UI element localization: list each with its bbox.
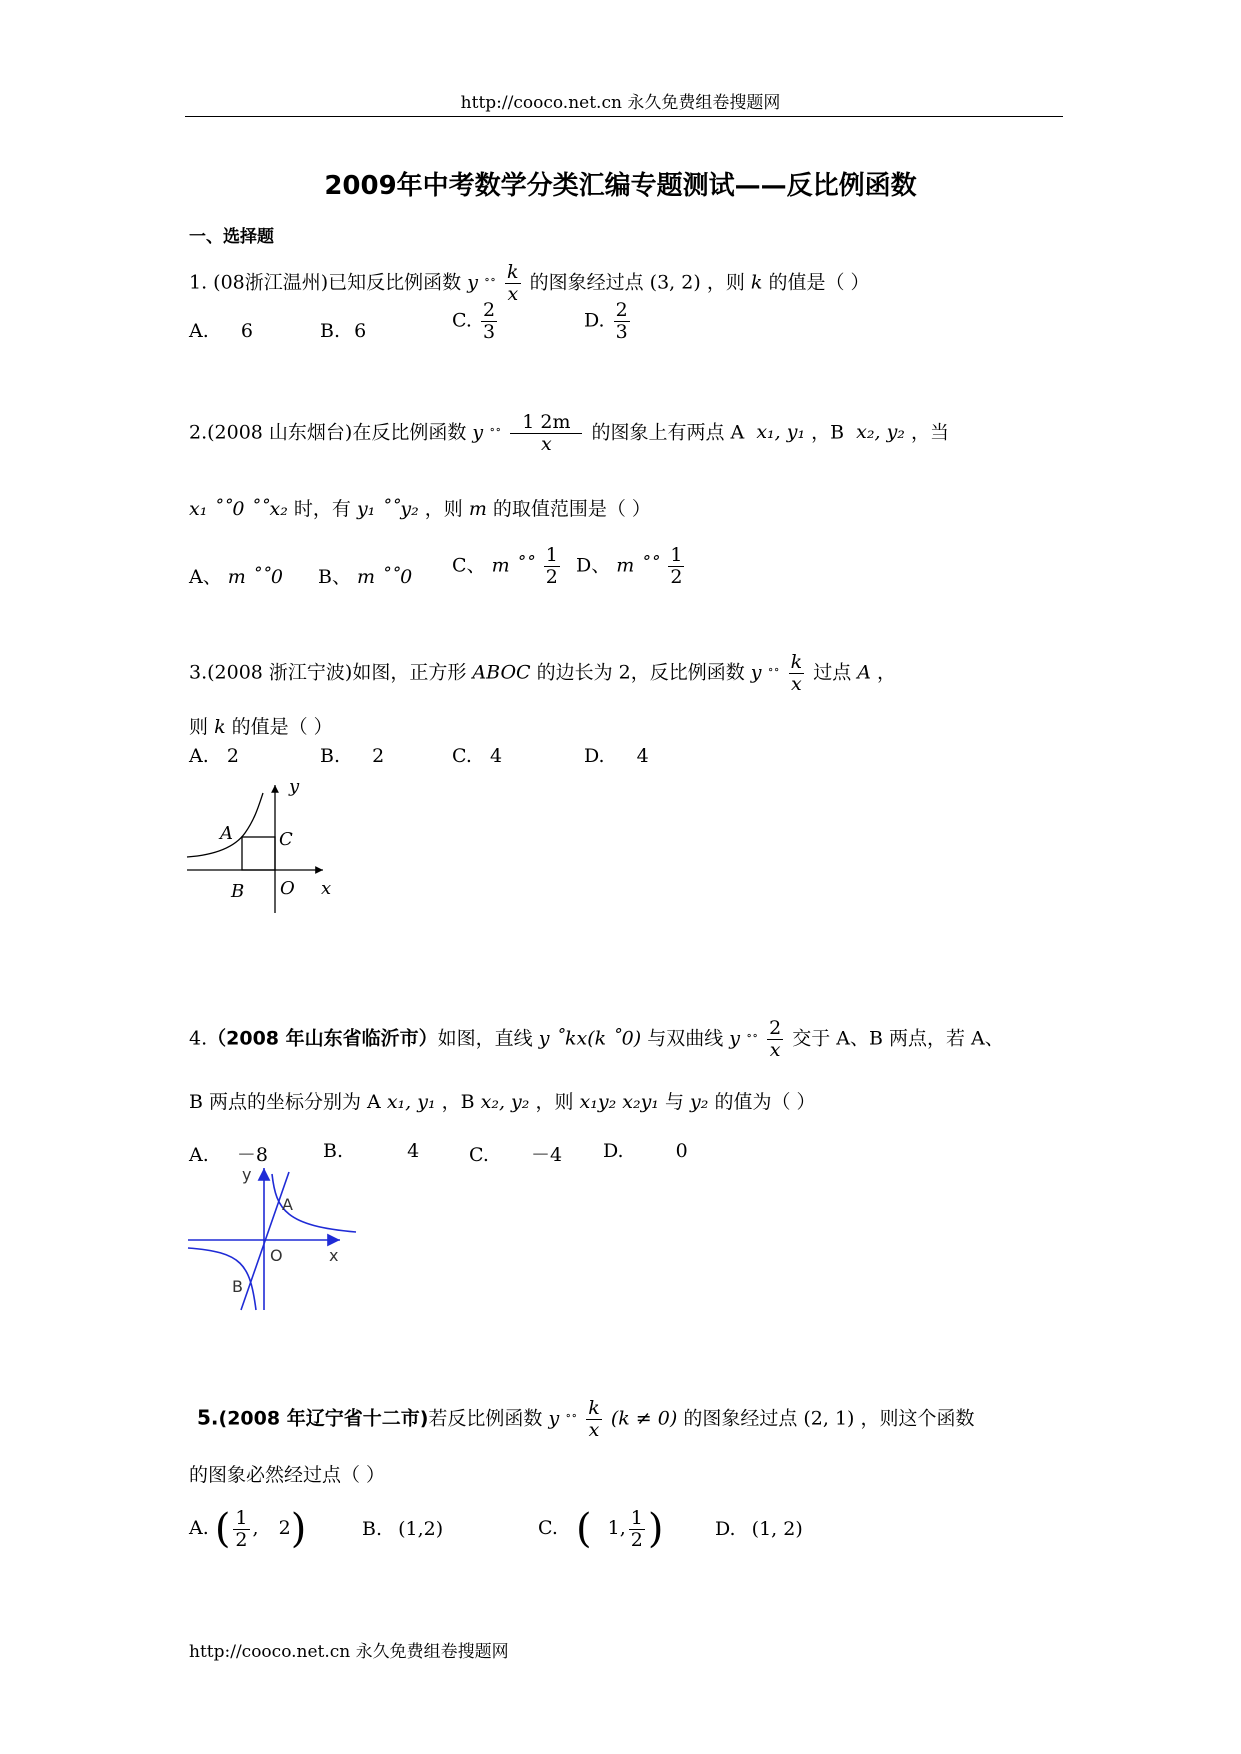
- q1-eq: ˚˚: [484, 277, 496, 292]
- q3-option-b[interactable]: [320, 745, 384, 767]
- q3-square: [242, 837, 275, 870]
- q2-option-c-label: C、: [452, 554, 486, 577]
- q1-option-c-num: 2: [482, 299, 496, 321]
- q1-option-c-fraction: [481, 300, 497, 343]
- q5-option-a-rparen: ): [290, 1506, 307, 1552]
- q1-k: k: [750, 271, 763, 294]
- q3-line2-end: 的值是（ ）: [231, 716, 333, 738]
- q4-point-a: x₁, y₁: [386, 1091, 436, 1113]
- q5-option-c-fraction: [629, 1508, 645, 1551]
- q2-condition-y: y₁ ˚˚y₂: [356, 498, 419, 520]
- q5-option-a-label: A.: [189, 1517, 209, 1539]
- q3-option-b-label: B.: [320, 745, 341, 767]
- q3-option-a[interactable]: [189, 745, 239, 767]
- q2-option-d-label: D、: [576, 554, 611, 577]
- q1-y: y: [467, 271, 478, 294]
- q3-frac-den: x: [791, 672, 802, 695]
- q5-option-a-den: 2: [235, 1528, 248, 1551]
- q5-option-d-label: D.: [715, 1518, 736, 1540]
- q1-option-b-label: B.: [320, 320, 341, 342]
- q4-figure: [186, 1160, 358, 1320]
- q1-option-a-label: A.: [189, 320, 209, 342]
- q4-option-b-value: 4: [407, 1140, 420, 1162]
- q3-option-d-value: 4: [636, 745, 649, 767]
- q5-option-a-num: 1: [235, 1506, 248, 1529]
- q3-option-c-value: 4: [489, 745, 503, 767]
- q5-option-a[interactable]: A. ( $\frac{1}{2}$ , 2): [189, 1506, 307, 1552]
- q2-line2-d: ，则: [424, 498, 463, 520]
- q4-option-c[interactable]: [469, 1140, 562, 1167]
- q5-frac-num: k: [588, 1397, 600, 1419]
- q5-source: (2008 年辽宁省十二市): [218, 1407, 429, 1430]
- q2-point-a: x₁, y₁: [756, 421, 806, 444]
- q5-option-b[interactable]: [362, 1518, 443, 1540]
- q4-sep-b: ，B: [441, 1091, 475, 1113]
- q2-tail: ，当: [910, 421, 949, 444]
- q2-frac-num: 1 2m: [510, 412, 582, 434]
- q4-number: 4.: [189, 1027, 208, 1050]
- question-4: [189, 1018, 1004, 1061]
- q4-fraction: [767, 1018, 783, 1061]
- q5-option-d-value: (1, 2): [751, 1518, 803, 1540]
- q2-option-c-num: 1: [545, 544, 558, 566]
- question-5-line-2: 的图象必然经过点（ ）: [189, 1464, 386, 1486]
- q2-option-d-num: 1: [670, 544, 683, 566]
- q4-option-d-label: D.: [603, 1140, 624, 1162]
- q3-point-a: A: [857, 661, 871, 684]
- q4-hyperbola-lower: [188, 1248, 256, 1310]
- question-3-line-2: [189, 712, 333, 739]
- question-1: [189, 262, 869, 305]
- q2-m: m: [468, 498, 487, 520]
- q1-option-d-label: D.: [584, 309, 605, 332]
- q2-frac-den: x: [540, 432, 552, 455]
- q4-frac-den: x: [769, 1038, 781, 1061]
- q4-expression: x₁y₂ x₂y₁: [579, 1091, 659, 1113]
- q2-point-b: x₂, y₂: [856, 421, 905, 444]
- q3-figure: [185, 775, 335, 915]
- q2-line2-b: 时，有: [293, 498, 351, 520]
- q4-option-b-label: B.: [323, 1140, 344, 1162]
- q2-option-b-label: B、: [318, 566, 351, 588]
- q1-point: (3, 2): [649, 271, 701, 294]
- q1-option-d[interactable]: [584, 300, 633, 343]
- q4-fig-o-label: O: [270, 1246, 283, 1265]
- q5-fraction: [586, 1398, 602, 1441]
- q5-y: y: [548, 1407, 560, 1430]
- q3-comma: ，: [877, 661, 897, 684]
- q1-frac-num: k: [507, 261, 519, 283]
- q5-number: 5.: [197, 1405, 219, 1430]
- question-4-line-2: [189, 1087, 815, 1114]
- question-2-line-2: [189, 494, 651, 521]
- q4-option-d-value: 0: [675, 1140, 688, 1162]
- q2-option-c-expr: m ˚˚: [491, 554, 535, 577]
- q2-option-c[interactable]: [452, 545, 563, 588]
- q5-option-c-den: 2: [630, 1528, 643, 1551]
- q5-option-a-lparen: (: [214, 1506, 231, 1552]
- q5-option-c-lead: 1,: [607, 1517, 626, 1539]
- q4-fig-y-label: y: [242, 1165, 252, 1184]
- q5-option-c-num: 1: [630, 1506, 643, 1529]
- q1-option-c-label: C.: [452, 309, 472, 332]
- q2-fraction: [510, 412, 582, 455]
- q3-fig-y-label: y: [289, 776, 300, 797]
- page-header: http://cooco.net.cn 永久免费组卷搜题网: [460, 93, 781, 113]
- q3-fig-c-label: C: [279, 829, 293, 850]
- q1-option-b[interactable]: [320, 320, 366, 342]
- q5-option-c-lparen: (: [575, 1506, 592, 1552]
- q2-option-b[interactable]: [318, 562, 412, 589]
- q4-fig-x-label: x: [329, 1246, 339, 1265]
- q1-option-a-value: 6: [240, 320, 253, 342]
- document-title: 2009年中考数学分类汇编专题测试——反比例函数: [324, 171, 917, 201]
- q2-y: y: [472, 421, 484, 444]
- q5-option-c-rparen: ): [647, 1506, 664, 1552]
- q1-option-c[interactable]: [452, 300, 500, 343]
- q2-option-a[interactable]: [189, 562, 283, 589]
- q3-tail: 过点: [813, 661, 852, 684]
- q4-eq: ˚˚: [746, 1033, 759, 1048]
- q1-prefix: 1. (08浙江温州)已知反比例函数: [189, 271, 462, 294]
- q2-option-d-fraction: [668, 545, 684, 588]
- q2-option-a-expr: m ˚˚0: [227, 566, 283, 588]
- q5-option-b-value: (1,2): [398, 1518, 444, 1540]
- q1-option-d-den: 3: [615, 320, 628, 343]
- q1-fraction: [505, 262, 521, 305]
- question-5: [197, 1398, 975, 1441]
- q1-suffix: ，则: [706, 271, 745, 294]
- q4-text2: 与双曲线: [647, 1027, 724, 1050]
- q4-line2-c: 与: [664, 1091, 684, 1113]
- q2-prefix: 2.(2008 山东烟台)在反比例函数: [189, 421, 467, 444]
- q3-fig-a-label: A: [220, 823, 233, 844]
- q4-fig-a-label: A: [282, 1195, 293, 1214]
- q1-option-d-num: 2: [615, 299, 628, 321]
- q5-text1: 若反比例函数: [428, 1407, 543, 1430]
- q2-option-a-label: A、: [189, 566, 222, 588]
- q4-line-eq: y ˚kx(k ˚0): [538, 1027, 642, 1050]
- q3-option-a-label: A.: [189, 745, 209, 767]
- q5-option-c[interactable]: [538, 1506, 663, 1552]
- q5-frac-den: x: [588, 1418, 600, 1441]
- q4-option-b[interactable]: [323, 1140, 419, 1162]
- q1-option-a[interactable]: [189, 320, 253, 342]
- q4-line: [241, 1172, 289, 1310]
- q2-sep-b: ，B: [811, 421, 845, 444]
- question-3: [189, 652, 896, 695]
- q4-source: （2008 年山东省临沂市）: [207, 1027, 438, 1050]
- section-label: 一、选择题: [189, 227, 274, 247]
- q5-eq: ˚˚: [565, 1413, 578, 1428]
- q3-square-name: ABOC: [472, 661, 531, 684]
- q2-condition-x: x₁ ˚˚0 ˚˚x₂: [189, 498, 288, 520]
- q5-option-c-label: C.: [538, 1517, 558, 1539]
- q2-eq: ˚˚: [489, 427, 502, 442]
- q2-mid: 的图象上有两点 A: [591, 421, 745, 444]
- q4-line2-a: B 两点的坐标分别为 A: [189, 1091, 381, 1113]
- q1-option-c-den: 3: [482, 320, 496, 343]
- q3-option-c[interactable]: [452, 745, 502, 767]
- q3-option-c-label: C.: [452, 745, 472, 767]
- q5-text2: 的图象经过点: [683, 1407, 798, 1430]
- q2-option-c-den: 2: [545, 565, 558, 588]
- q5-condition: (k ≠ 0): [610, 1407, 678, 1430]
- q3-fig-o-label: O: [280, 878, 295, 899]
- q4-y2: y₂: [690, 1091, 709, 1113]
- q1-end: 的值是（ ）: [768, 271, 870, 294]
- question-2: [189, 412, 949, 455]
- q4-option-a-value: －8: [236, 1144, 268, 1166]
- q1-option-b-value: 6: [354, 320, 367, 342]
- q4-text3: 交于 A、B 两点，若 A、: [792, 1027, 1004, 1050]
- q3-fraction: [789, 652, 805, 695]
- q5-option-a-rest: 2: [278, 1517, 291, 1539]
- q4-option-c-label: C.: [469, 1144, 489, 1166]
- q4-option-c-value: －4: [530, 1144, 563, 1166]
- q3-line2: 则: [189, 716, 209, 738]
- q4-line2-b: ，则: [535, 1091, 574, 1113]
- q1-frac-den: x: [507, 282, 519, 305]
- q3-option-a-value: 2: [226, 745, 239, 767]
- header-rule: [185, 116, 1063, 117]
- page-footer: http://cooco.net.cn 永久免费组卷搜题网: [189, 1642, 509, 1662]
- q3-frac-num: k: [790, 651, 803, 673]
- q4-fig-b-label: B: [232, 1277, 243, 1296]
- q1-mid: 的图象经过点: [529, 271, 644, 294]
- q5-text3: ，则这个函数: [860, 1407, 975, 1430]
- q4-frac-num: 2: [769, 1017, 782, 1039]
- q2-option-d-den: 2: [670, 565, 683, 588]
- q3-fig-x-label: x: [321, 878, 332, 899]
- q4-y: y: [729, 1027, 741, 1050]
- q3-prefix: 3.(2008 浙江宁波)如图，正方形: [189, 661, 467, 684]
- q2-option-d-expr: m ˚˚: [616, 554, 660, 577]
- q2-option-b-expr: m ˚˚0: [357, 566, 413, 588]
- q3-mid: 的边长为 2，反比例函数: [536, 661, 745, 684]
- q3-eq: ˚˚: [767, 667, 780, 682]
- q4-point-b: x₂, y₂: [480, 1091, 530, 1113]
- q4-option-a-label: A.: [189, 1144, 209, 1166]
- q3-option-d-label: D.: [584, 745, 605, 767]
- q2-option-d[interactable]: [576, 545, 687, 588]
- q2-line2-e: 的取值范围是（ ）: [492, 498, 651, 520]
- q3-y: y: [750, 661, 762, 684]
- q3-option-d[interactable]: [584, 745, 649, 767]
- q3-k: k: [214, 716, 226, 738]
- q5-option-b-label: B.: [362, 1518, 383, 1540]
- q4-text1: 如图，直线: [437, 1027, 533, 1050]
- q1-option-d-fraction: [614, 300, 630, 343]
- q5-option-d[interactable]: [715, 1518, 803, 1540]
- q4-line2-d: 的值为（ ）: [714, 1091, 816, 1113]
- q3-fig-b-label: B: [231, 881, 245, 902]
- q4-option-d[interactable]: [603, 1140, 688, 1162]
- q5-point: (2, 1): [803, 1407, 855, 1430]
- q5-option-a-fraction: [233, 1508, 249, 1551]
- q3-option-b-value: 2: [372, 745, 385, 767]
- q2-option-c-fraction: [544, 545, 560, 588]
